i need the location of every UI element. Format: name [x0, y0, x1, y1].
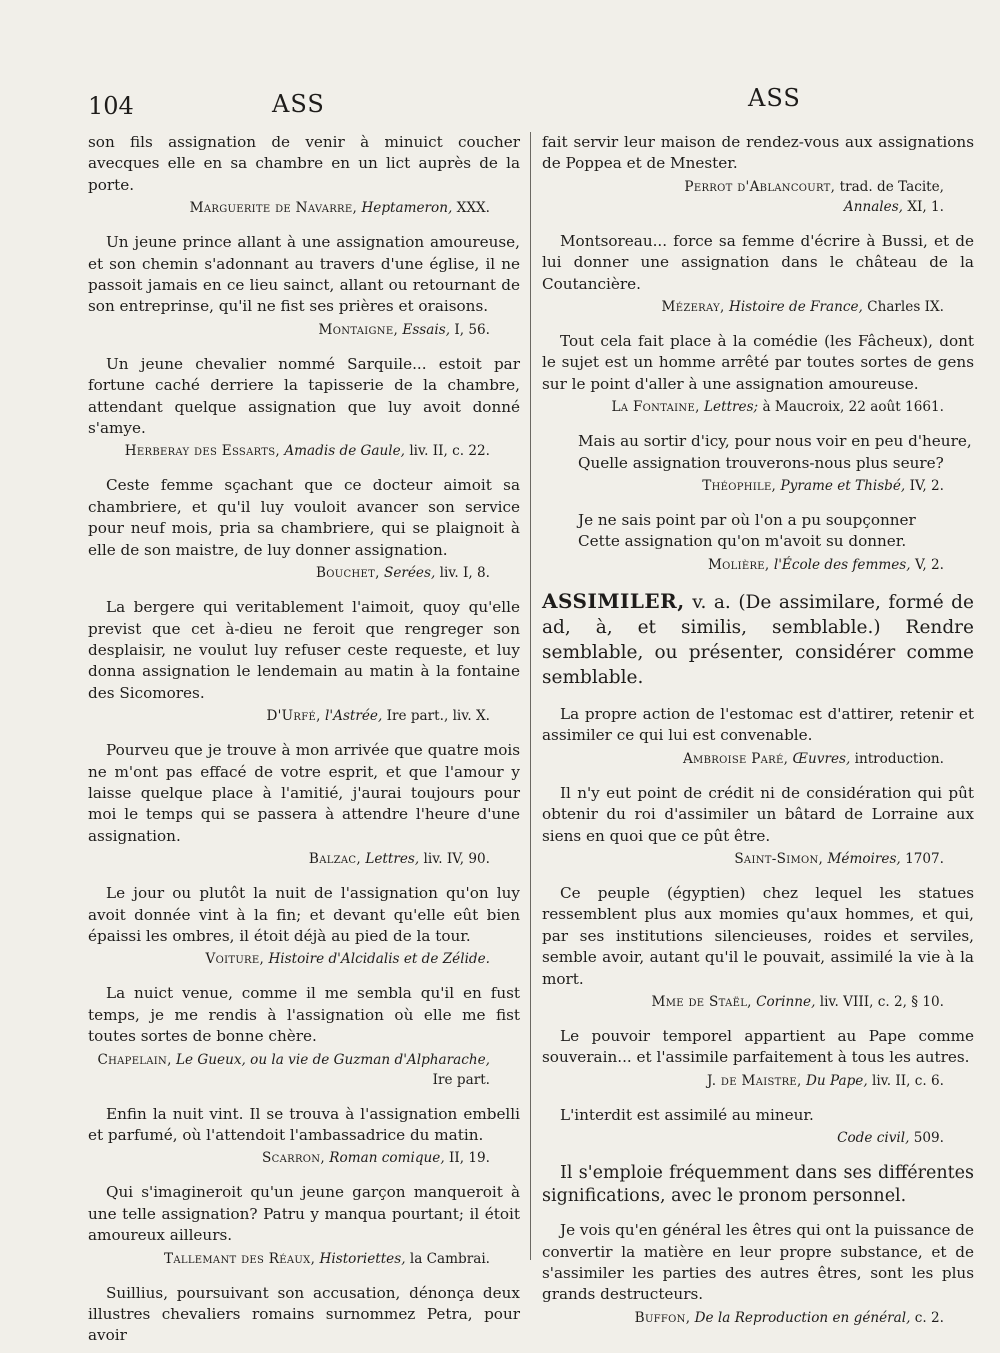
citation-author: Balzac, [308, 851, 362, 868]
citation [542, 555, 974, 575]
quotation: L'interdit est assimilé au mineur. [560, 1105, 814, 1124]
citation-author: Chapelain, [97, 1051, 172, 1068]
citation: Buffon, De la Reproduction en général, c. 2. [634, 1309, 944, 1326]
citation-ref: liv. VIII, c. 2, § 10. [819, 993, 944, 1010]
citation [542, 992, 974, 1012]
quotation: Tout cela fait place à la comédie (les Fâcheux), dont le sujet est un homme arrêté par toutes sortes de gens sur le point d'aller à une assignation amoureuse. [542, 332, 974, 393]
citation-author: Saint-Simon, [734, 850, 824, 867]
citation [88, 706, 520, 726]
citation [542, 749, 974, 769]
citation-author: Voiture, [205, 951, 265, 968]
citation-work: l'Astrée, [325, 708, 383, 725]
citation-ref: liv. IV, 90. [423, 851, 490, 868]
quotation: Enfin la nuit vint. Il se trouva à l'assignation embelli et parfumé, où l'attendoit l'ambassadrice du matin. [88, 1104, 520, 1144]
quotation: Ceste femme sçachant que ce docteur aimoit sa chambriere, et qu'il luy vouloit avancer son service pour neuf mois, pria sa chambriere, qui se plaignoit à elle de son maistre, de luy donner assignation. [88, 476, 520, 559]
quotation: Ce peuple (égyptien) chez lequel les statues ressemblent plus aux momies qu'aux hommes, et qui, par ses institutions silencieuses, roides et serviles, semble avoir, autant qu'il le pouvait, assimilé la vie à la mort. [542, 883, 974, 988]
headword-entry [542, 589, 974, 690]
citation-ref: IV, 2. [909, 478, 944, 495]
verse-line: Je ne sais point par où l'on a pu soupçonner [578, 511, 916, 530]
citation-ref: liv. II, c. 6. [871, 1072, 944, 1089]
quotation: Un jeune prince allant à une assignation amoureuse, et son chemin s'adonnant au travers d'une église, il ne passoit jamais en ce lieu sainct, allant ou retournant de son entreprinse, qu'il ne fist ses prières et oraisons. [88, 233, 520, 316]
citation-ref: à Maucroix, 22 août 1661. [762, 399, 944, 416]
etymology: (De assimilare, formé de ad, à, et similis, semblable.) [542, 591, 974, 638]
citation-author: J. de Maistre, [707, 1072, 802, 1089]
citation [88, 563, 520, 583]
citation-ref: V, 2. [914, 556, 944, 573]
citation-ref: I, 56. [454, 321, 490, 338]
usage-note: Il s'emploie fréquemment dans ses différentes significations, avec le pronom personnel. [542, 1163, 974, 1207]
citation-author: Marguerite de Navarre, [189, 200, 358, 217]
citation [88, 441, 520, 461]
citation-author: Tallemant des Réaux, [164, 1250, 316, 1267]
citation-author: Bouchet, [316, 565, 380, 582]
quotation: Le pouvoir temporel appartient au Pape comme souverain... et l'assimile parfaitement à tous les autres. [542, 1026, 974, 1067]
citation [88, 1148, 520, 1168]
part-of-speech: v. a. [692, 591, 731, 613]
left-running-head: ASS [272, 90, 325, 118]
quotation: La nuict venue, comme il me sembla qu'il en fust temps, je me rendis à l'assignation où elle me fist toutes sortes de bonne chère. [88, 984, 520, 1046]
citation-work: Le Gueux, ou la vie de Guzman d'Alpharache, [176, 1051, 490, 1068]
citation-work: Corinne, [756, 993, 816, 1010]
citation-work: Lettres; [704, 399, 759, 416]
citation-ref: la Cambrai. [409, 1250, 490, 1267]
verse-quote [542, 431, 974, 474]
citation-work: Histoire d'Alcidalis et de Zélide. [268, 951, 490, 968]
citation [88, 1249, 520, 1269]
citation-author: Molière, [707, 556, 770, 573]
citation [542, 397, 974, 417]
citation-ref: liv. II, c. 22. [409, 443, 490, 460]
quotation: son fils assignation de venir à minuict coucher avecques elle en sa chambre en un lict auprès de la porte. [88, 133, 520, 194]
citation-author: Ambroise Paré, [682, 750, 789, 767]
citation [88, 1050, 520, 1090]
citation [88, 320, 520, 340]
citation-ref: II, 19. [448, 1150, 490, 1167]
citation-author: Mézeray, [661, 299, 725, 316]
citation-work: Du Pape, [805, 1072, 868, 1089]
citation-work: Heptameron, [361, 200, 453, 217]
citation-work: Histoire de France, [728, 299, 863, 316]
citation [88, 198, 520, 218]
quotation: La bergere qui veritablement l'aimoit, quoy qu'elle previst que cet à-dieu ne feroit que rengreger son desplaisir, ne voulut luy refuser ceste requeste, et luy donna assignation le lendemain au matin à la fontaine des Sicomores. [88, 598, 520, 702]
citation-author: La Fontaine, [611, 399, 700, 416]
quotation: Qui s'imagineroit qu'un jeune garçon manqueroit à une telle assignation? Patru y manqua pourtant; il étoit amoureux ailleurs. [88, 1183, 520, 1245]
citation-work: Roman comique, [329, 1150, 445, 1167]
verse-line: Quelle assignation trouverons-nous plus seure? [578, 453, 944, 472]
citation-work: Historiettes, [319, 1250, 406, 1267]
quotation: Suillius, poursuivant son accusation, dénonça deux illustres chevaliers romains surnommez Petra, pour avoir [88, 1283, 520, 1345]
citation-work: Serées, [384, 565, 436, 582]
verse-quote [542, 510, 974, 553]
citation-author: Théophile, [702, 478, 777, 495]
citation-author: Scarron, [262, 1150, 325, 1167]
citation-work: Œuvres, [792, 750, 851, 767]
headword: ASSIMILER, [542, 588, 685, 613]
citation-ref: Ire part., liv. X. [386, 708, 490, 725]
definition: Rendre semblable, ou présenter, considérer comme semblable. [542, 616, 974, 688]
final-quote: Je vois qu'en général les êtres qui ont la puissance de convertir la matière en leur propre substance, et de s'assimiler les parties des autres êtres, sont les plus grands destructeurs. [542, 1221, 974, 1304]
citation-ref: liv. I, 8. [439, 565, 490, 582]
continued-quote: fait servir leur maison de rendez-vous aux assignations de Poppea et de Mnester. [542, 133, 974, 173]
quotation: Pourveu que je trouve à mon arrivée que quatre mois ne m'ont pas effacé de votre esprit, et que l'amour y laisse quelque place à l'amitié, j'aurai toujours pour moi le temps qui se passera à attendre l'heure d'une assignation. [88, 741, 520, 845]
citation-work: Amadis de Gaule, [284, 443, 405, 460]
citation [542, 1128, 974, 1148]
quotation: La propre action de l'estomac est d'attirer, retenir et assimiler ce qui lui est convenable. [542, 704, 974, 745]
citation-ref: 509. [913, 1130, 944, 1147]
citation-author: D'Urfé, [266, 708, 321, 725]
column-divider [530, 132, 531, 1260]
citation: Perrot d'Ablancourt, trad. de Tacite, Annales, XI, 1. [684, 178, 944, 215]
citation-work: Lettres, [365, 851, 420, 868]
citation [88, 949, 520, 969]
quotation: Un jeune chevalier nommé Sarquile... estoit par fortune caché derriere la tapisserie de la chambre, attendant quelque assignation que luy avoit donné s'amye. [88, 354, 520, 438]
citation-work: Essais, [402, 321, 451, 338]
citation [542, 476, 974, 496]
citation-author: Herberay des Essarts, [124, 443, 280, 460]
citation [88, 849, 520, 869]
citation-ref: introduction. [854, 750, 944, 767]
citation-work: l'École des femmes, [773, 556, 911, 573]
page-number: 104 [88, 92, 134, 120]
quotation: Il n'y eut point de crédit ni de considération qui pût obtenir du roi d'assimiler un bâtard de Lorraine aux siens en quoi que ce pût être. [542, 783, 974, 845]
citation-ref: XXX. [456, 200, 490, 217]
running-header [0, 84, 1000, 128]
quotation: Montsoreau... force sa femme d'écrire à Bussi, et de lui donner une assignation dans le château de la Coutancière. [542, 231, 974, 293]
citation-work: Mémoires, [827, 850, 901, 867]
citation [542, 1071, 974, 1091]
citation [542, 297, 974, 317]
citation-author: Mme de Staël, [651, 993, 752, 1010]
right-column [542, 132, 974, 1342]
quotation: Le jour ou plutôt la nuit de l'assignation qu'on luy avoit donnée vint à la fin; et devant qu'elle eût bien épaissi les ombres, il étoit déjà au pied de la tour. [88, 884, 520, 945]
citation-author: Montaigne, [318, 321, 399, 338]
citation-ref: Ire part. [432, 1071, 490, 1088]
left-column [88, 132, 520, 1347]
citation-ref: 1707. [905, 850, 944, 867]
verse-line: Mais au sortir d'icy, pour nous voir en peu d'heure, [578, 432, 972, 451]
citation-work: Code civil, [837, 1130, 910, 1147]
citation [542, 849, 974, 869]
citation-ref: Charles IX. [867, 299, 944, 316]
citation-work: Pyrame et Thisbé, [780, 478, 906, 495]
verse-line: Cette assignation qu'on m'avoit su donner. [578, 532, 907, 551]
right-running-head: ASS [748, 84, 801, 112]
